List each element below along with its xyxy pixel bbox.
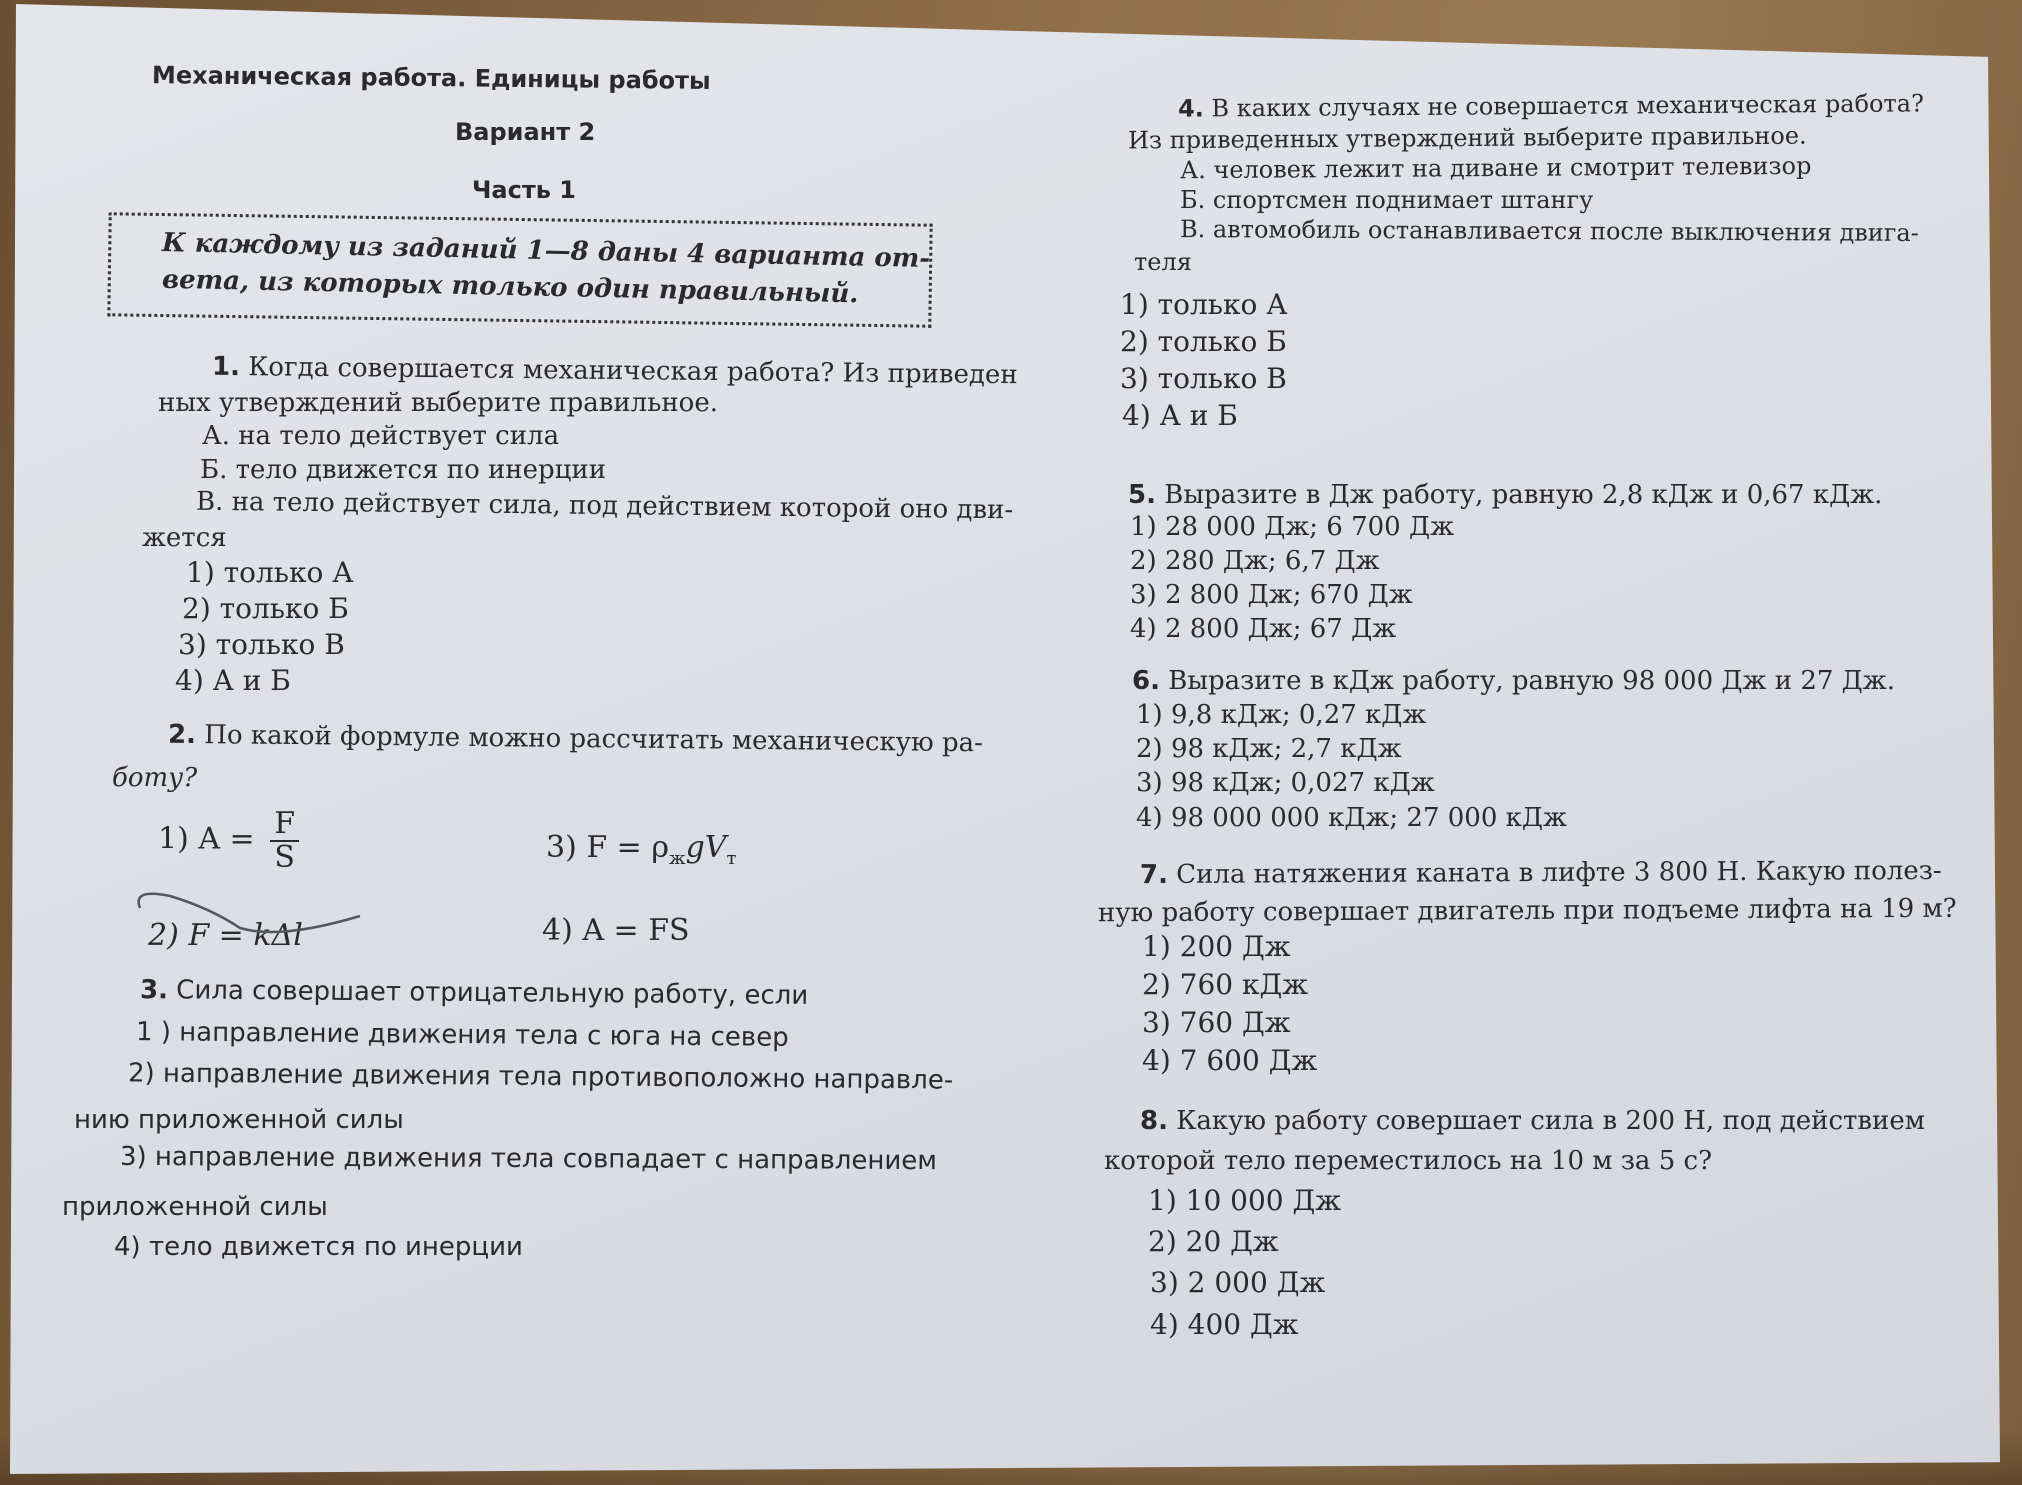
statement-a: А. человек лежит на диване и смотрит телевизор — [1179, 151, 1812, 185]
question-number: 5. — [1128, 480, 1156, 510]
instruction-line-2: вета, из которых только один правильный. — [161, 264, 859, 310]
question-text: Выразите в кДж работу, равную 98 000 Дж и 27 Дж. — [1168, 666, 1895, 696]
question-number: 1. — [211, 351, 241, 383]
answer-option: 4) 400 Дж — [1150, 1308, 1299, 1341]
answer-option: 3) 760 Дж — [1142, 1006, 1291, 1039]
question-text: которой тело переместилось на 10 м за 5 с? — [1104, 1146, 1713, 1176]
question-text: Выразите в Дж работу, равную 2,8 кДж и 0,67 кДж. — [1164, 480, 1883, 510]
question-text: Сила натяжения каната в лифте 3 800 Н. Какую полез- — [1176, 855, 1942, 890]
statement-b: Б. тело движется по инерции — [200, 455, 607, 485]
question-text: Когда совершается механическая работа? Из приведен — [248, 352, 1018, 391]
statement-c-cont: теля — [1134, 248, 1192, 276]
question-number: 3. — [139, 975, 169, 1006]
answer-option: 3) 2 800 Дж; 670 Дж — [1130, 580, 1413, 610]
question-number: 6. — [1132, 666, 1160, 696]
answer-option: 1) только А — [1120, 288, 1288, 321]
answer-option: 3) только В — [178, 628, 345, 661]
question-text: Из приведенных утверждений выберите правильное. — [1127, 121, 1807, 155]
formula-option-2: 2) F = kΔl — [148, 918, 303, 953]
question-number: 2. — [167, 719, 197, 751]
question-text: Сила совершает отрицательную работу, если — [176, 975, 809, 1011]
answer-option: 4) 7 600 Дж — [1142, 1044, 1318, 1077]
question-text: В каких случаях не совершается механическая работа? — [1211, 89, 1925, 123]
answer-option: 3) направление движения тела совпадает с направлением — [119, 1141, 938, 1177]
statement-b: Б. спортсмен поднимает штангу — [1180, 186, 1594, 214]
statement-c: В. на тело действует сила, под действием которой оно дви- — [195, 486, 1014, 526]
answer-option-cont: нию приложенной силы — [74, 1105, 404, 1135]
question-text: ную работу совершает двигатель при подъеме лифта на 19 м? — [1097, 893, 1957, 929]
answer-option: 1) 28 000 Дж; 6 700 Дж — [1130, 512, 1455, 542]
formula-option-1: 1) A = $\frac{F}{S}$ — [158, 808, 299, 873]
part-label: Часть 1 — [472, 176, 576, 204]
answer-option: 1) 200 Дж — [1142, 930, 1291, 963]
answer-option: 1) 10 000 Дж — [1148, 1184, 1342, 1217]
question-text: Какую работу совершает сила в 200 Н, под действием — [1176, 1106, 1925, 1136]
answer-option: 2) только Б — [182, 592, 349, 625]
answer-option: 4) А и Б — [175, 664, 291, 697]
answer-option: 1 ) направление движения тела с юга на север — [135, 1017, 789, 1053]
answer-option: 2) 760 кДж — [1142, 968, 1309, 1001]
statement-c-cont: жется — [142, 523, 227, 553]
answer-option: 3) только В — [1120, 362, 1287, 395]
pencil-scribble — [130, 878, 370, 948]
formula-option-4: 4) A = FS — [542, 913, 690, 948]
answer-option: 2) 280 Дж; 6,7 Дж — [1130, 546, 1380, 576]
answer-option: 2) 20 Дж — [1148, 1225, 1279, 1258]
answer-option: 4) 98 000 000 кДж; 27 000 кДж — [1136, 803, 1567, 833]
answer-option: 1) 9,8 кДж; 0,27 кДж — [1136, 700, 1427, 730]
answer-option: 2) направление движения тела противоположно направле- — [127, 1058, 954, 1096]
instruction-line-1: К каждому из заданий 1—8 даны 4 варианта от- — [161, 227, 931, 275]
question-text: По какой формуле можно рассчитать механическую ра- — [204, 720, 984, 759]
variant-label: Вариант 2 — [455, 118, 596, 146]
answer-option: 2) 98 кДж; 2,7 кДж — [1136, 734, 1402, 764]
formula-option-3: 3) $F = \rho_жgV_т$ — [546, 830, 737, 869]
page-title: Механическая работа. Единицы работы — [151, 61, 711, 95]
fraction: $\frac{F}{S}$ — [270, 808, 299, 873]
answer-option: 3) 98 кДж; 0,027 кДж — [1136, 768, 1435, 798]
question-text: ных утверждений выберите правильное. — [158, 388, 718, 418]
answer-option: 1) только А — [186, 556, 354, 589]
question-number: 7. — [1139, 859, 1169, 891]
answer-option: 4) А и Б — [1122, 399, 1238, 432]
question-text: боту? — [112, 763, 198, 793]
answer-option: 3) 2 000 Дж — [1150, 1266, 1326, 1299]
answer-option-cont: приложенной силы — [62, 1192, 328, 1222]
answer-option: 4) тело движется по инерции — [114, 1232, 523, 1262]
question-number: 8. — [1140, 1106, 1168, 1136]
statement-a: А. на тело действует сила — [202, 421, 560, 451]
answer-option: 4) 2 800 Дж; 67 Дж — [1130, 614, 1397, 644]
question-number: 4. — [1177, 94, 1204, 123]
answer-option: 2) только Б — [1120, 325, 1287, 358]
statement-c: В. автомобиль останавливается после выключения двига- — [1179, 215, 1919, 247]
